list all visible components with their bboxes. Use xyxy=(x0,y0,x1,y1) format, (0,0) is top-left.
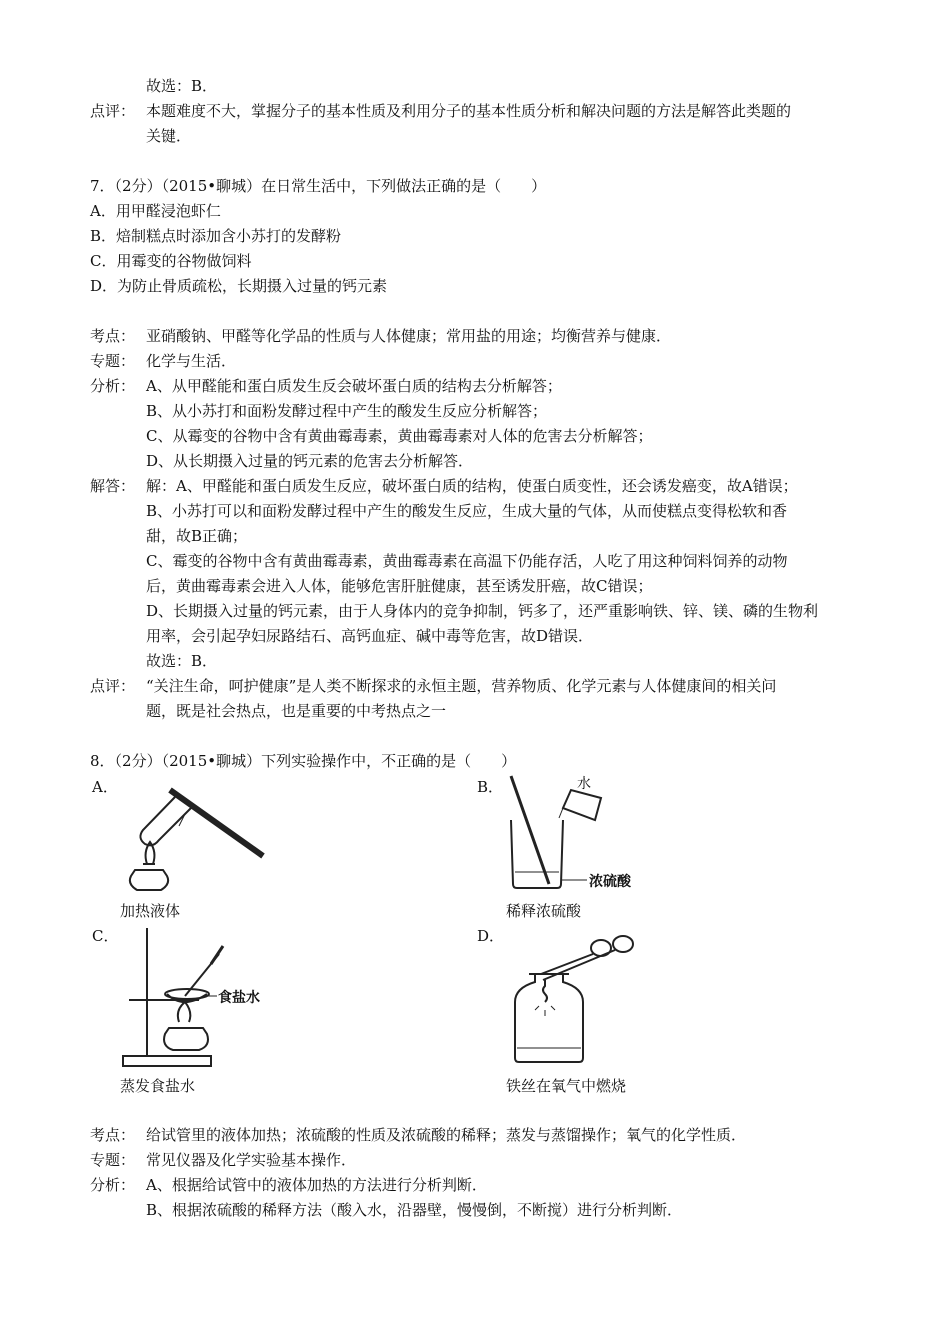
fenxi-line: D、从长期摄入过量的钙元素的危害去分析解答． xyxy=(146,452,474,470)
comment-text: 关键． xyxy=(146,127,192,145)
comment-text: 本题难度不大，掌握分子的基本性质及利用分子的基本性质分析和解决问题的方法是解答此类题的 xyxy=(146,102,792,120)
comment-tag: 点评： xyxy=(90,102,136,120)
option-b: B．焙制糕点时添加含小苏打的发酵粉 xyxy=(90,227,342,245)
fenxi-tag: 分析： xyxy=(90,1176,136,1194)
fenxi-line: B、根据浓硫酸的稀释方法（酸入水，沿器壁，慢慢倒，不断搅）进行分析判断． xyxy=(146,1201,683,1219)
jieda-line: 后，黄曲霉毒素会进入人体，能够危害肝脏健康，甚至诱发肝癌，故C错误； xyxy=(146,577,653,595)
jieda-line: 解：A、甲醛能和蛋白质发生反应，破坏蛋白质的结构，使蛋白质变性，还会诱发癌变，故A错误； xyxy=(146,477,798,495)
option-a: A．用甲醛浸泡虾仁 xyxy=(90,202,221,220)
option-c: C．用霉变的谷物做饲料 xyxy=(90,252,252,270)
zhuanti-tag: 专题： xyxy=(90,1151,136,1169)
fenxi-line: A、根据给试管中的液体加热的方法进行分析判断． xyxy=(146,1176,487,1194)
fig-b-caption: 稀释浓硫酸 xyxy=(506,902,582,920)
jieda-line: 甜，故B正确； xyxy=(146,527,248,545)
fenxi-line: A、从甲醛能和蛋白质发生反会破坏蛋白质的结构去分析解答； xyxy=(146,377,562,395)
fig-b-acid-label: 浓硫酸 xyxy=(589,873,631,889)
fenxi-tag: 分析： xyxy=(90,377,136,395)
fenxi-line: B、从小苏打和面粉发酵过程中产生的酸发生反应分析解答； xyxy=(146,402,548,420)
kaodian-text: 给试管里的液体加热；浓硫酸的性质及浓硫酸的稀释；蒸发与蒸馏操作；氧气的化学性质． xyxy=(146,1126,747,1144)
iron-combustion-diagram xyxy=(505,930,655,1070)
jieda-line: 故选：B． xyxy=(146,652,218,670)
fig-a-letter: A． xyxy=(92,778,118,796)
fenxi-line: C、从霉变的谷物中含有黄曲霉毒素，黄曲霉毒素对人体的危害去分析解答； xyxy=(146,427,653,445)
option-d: D．为防止骨质疏松，长期摄入过量的钙元素 xyxy=(90,277,388,295)
jieda-tag: 解答： xyxy=(90,477,136,495)
answer-line: 故选：B． xyxy=(146,77,218,95)
fig-d-letter: D． xyxy=(477,927,505,945)
fig-b-letter: B． xyxy=(477,778,504,796)
heating-liquid-diagram xyxy=(115,772,270,897)
zhuanti-text: 化学与生活． xyxy=(146,352,237,370)
jieda-line: B、小苏打可以和面粉发酵过程中产生的酸发生反应，生成大量的气体，从而使糕点变得松软和香 xyxy=(146,502,788,520)
fig-a-caption: 加热液体 xyxy=(120,902,181,920)
dianping-text: 题，既是社会热点，也是重要的中考热点之一 xyxy=(146,702,447,720)
jieda-line: 用率，会引起孕妇尿路结石、高钙血症、碱中毒等危害，故D错误． xyxy=(146,627,594,645)
fig-c-label: 食盐水 xyxy=(218,989,260,1005)
jieda-line: D、长期摄入过量的钙元素，由于人身体内的竞争抑制，钙多了，还严重影响铁、锌、镁、磷的生物利 xyxy=(146,602,819,620)
jieda-line: C、霉变的谷物中含有黄曲霉毒素，黄曲霉毒素在高温下仍能存活，人吃了用这种饲料饲养的动物 xyxy=(146,552,788,570)
question-stem: 8．（2分）（2015•聊城）下列实验操作中，不正确的是（ ） xyxy=(90,752,517,770)
evaporation-diagram xyxy=(115,924,285,1070)
fig-c-caption: 蒸发食盐水 xyxy=(120,1077,196,1095)
kaodian-text: 亚硝酸钠、甲醛等化学品的性质与人体健康；常用盐的用途；均衡营养与健康． xyxy=(146,327,672,345)
dianping-tag: 点评： xyxy=(90,677,136,695)
fig-c-letter: C． xyxy=(92,927,119,945)
fig-d-caption: 铁丝在氧气中燃烧 xyxy=(506,1077,627,1095)
question-stem: 7．（2分）（2015•聊城）在日常生活中，下列做法正确的是（ ） xyxy=(90,177,547,195)
dianping-text: “关注生命，呵护健康”是人类不断探求的永恒主题，营养物质、化学元素与人体健康间的相关问 xyxy=(146,677,777,695)
kaodian-tag: 考点： xyxy=(90,327,136,345)
fig-b-water-label: 水 xyxy=(577,775,591,791)
zhuanti-text: 常见仪器及化学实验基本操作． xyxy=(146,1151,357,1169)
kaodian-tag: 考点： xyxy=(90,1126,136,1144)
dilute-acid-diagram xyxy=(505,772,655,897)
zhuanti-tag: 专题： xyxy=(90,352,136,370)
